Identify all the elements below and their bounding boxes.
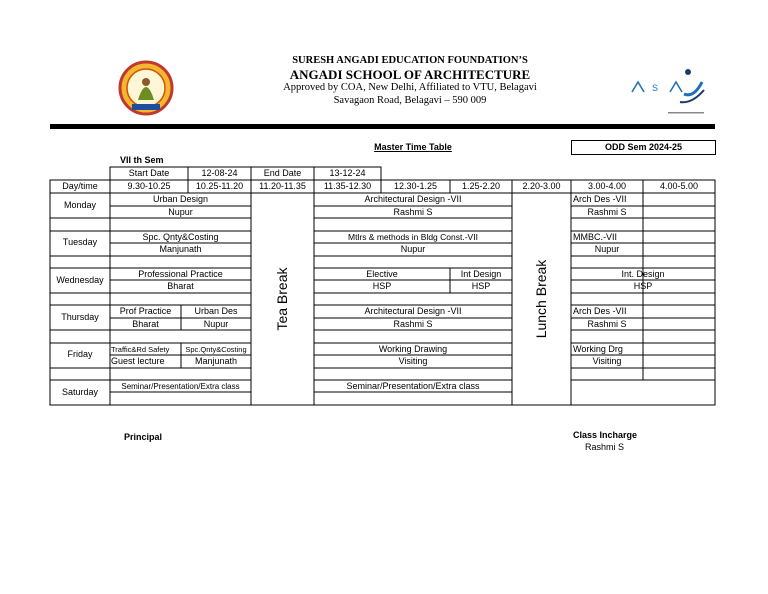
thursday-morning-faculty-1: Bharat [132, 319, 159, 329]
tuesday-morning-subject: Spc. Qnty&Costing [142, 232, 219, 242]
tea-break-label: Tea Break [274, 267, 290, 331]
thursday-midday-subject: Architectural Design -VII [364, 306, 462, 316]
day-label-thursday: Thursday [61, 312, 99, 322]
friday-morning-faculty-2: Manjunath [194, 356, 238, 366]
wednesday-morning-faculty: Bharat [167, 281, 194, 291]
col-header: 10.25-11.20 [195, 181, 244, 191]
day-label-monday: Monday [63, 200, 97, 210]
thursday-morning-subject-1: Prof Practice [119, 306, 172, 316]
semester-badge: ODD Sem 2024-25 [604, 142, 683, 152]
class-incharge-name: Rashmi S [585, 442, 625, 452]
approval-line: Approved by COA, New Delhi, Affiliated to VTU, Belagavi [283, 82, 537, 93]
friday-midday-subject: Working Drawing [378, 344, 448, 354]
col-header: 11.35-12.30 [323, 181, 372, 191]
day-label-saturday: Saturday [61, 387, 99, 397]
foundation-name: SURESH ANGADI EDUCATION FOUNDATION’S [292, 55, 528, 66]
col-header: 4.00-5.00 [659, 181, 699, 191]
col-header: 11.20-11.35 [259, 181, 306, 191]
friday-afternoon-faculty: Visiting [592, 356, 622, 366]
tuesday-midday-subject: Mtlrs & methods in Bldg Const.-VII [348, 232, 478, 242]
tea-break [251, 193, 314, 405]
wednesday-morning-subject: Professional Practice [138, 269, 223, 279]
monday-afternoon-faculty: Rashmi S [587, 207, 627, 217]
tuesday-afternoon-faculty: Nupur [594, 244, 620, 254]
end-date-value: 13-12-24 [329, 168, 366, 178]
monday-morning-subject: Urban Design [152, 194, 209, 204]
col-header: 1.25-2.20 [461, 181, 501, 191]
thursday-morning-subject-2: Urban Des [194, 306, 238, 316]
wednesday-afternoon-faculty: HSP [633, 281, 653, 291]
wednesday-afternoon-subject: Int. Design [621, 269, 665, 279]
timetable-title: Master Time Table [374, 142, 452, 152]
thursday-afternoon-subject: Arch Des -VII [573, 306, 627, 316]
day-label-friday: Friday [67, 349, 93, 359]
school-name: ANGADI SCHOOL OF ARCHITECTURE [289, 67, 531, 82]
semester-label: VII th Sem [120, 155, 164, 165]
thursday-afternoon-faculty: Rashmi S [587, 319, 627, 329]
monday-morning-faculty: Nupur [168, 207, 193, 217]
friday-midday-faculty: Visiting [398, 356, 428, 366]
day-label-tuesday: Tuesday [62, 237, 98, 247]
col-header: Day/time [62, 181, 98, 191]
friday-morning-subject-2: Spc.Qnty&Costing [185, 345, 247, 354]
col-header: 12.30-1.25 [393, 181, 438, 191]
friday-morning-subject-1: Traffic&Rd Safety [111, 345, 170, 354]
class-incharge-label: Class Incharge [573, 430, 638, 440]
saturday-midday-subject: Seminar/Presentation/Extra class [346, 381, 480, 391]
monday-midday-subject: Architectural Design -VII [364, 194, 462, 204]
day-label-wednesday: Wednesday [56, 275, 104, 285]
tuesday-afternoon-subject: MMBC.-VII [573, 232, 617, 242]
col-header: 3.00-4.00 [587, 181, 627, 191]
monday-afternoon-subject: Arch Des -VII [573, 194, 627, 204]
tuesday-morning-faculty: Manjunath [159, 244, 202, 254]
start-date-value: 12-08-24 [201, 168, 238, 178]
wednesday-midday-subject-2: Int Design [460, 269, 502, 279]
saturday-morning-subject: Seminar/Presentation/Extra class [121, 382, 240, 391]
end-date-label: End Date [263, 168, 302, 178]
thursday-morning-faculty-2: Nupur [203, 319, 229, 329]
wednesday-midday-faculty-1: HSP [372, 281, 392, 291]
principal-label: Principal [124, 432, 163, 442]
thursday-midday-faculty: Rashmi S [393, 319, 433, 329]
wednesday-midday-subject-1: Elective [366, 269, 398, 279]
monday-midday-faculty: Rashmi S [393, 207, 433, 217]
svg-text:S: S [651, 83, 661, 93]
col-header: 9.30-10.25 [127, 181, 171, 191]
address-line: Savagaon Road, Belagavi – 590 009 [333, 95, 487, 106]
lunch-break-label: Lunch Break [533, 259, 549, 339]
friday-afternoon-subject: Working Drg [573, 344, 623, 354]
start-date-label: Start Date [128, 168, 170, 178]
col-header: 2.20-3.00 [522, 181, 561, 191]
lunch-break [512, 193, 571, 405]
tuesday-midday-faculty: Nupur [400, 244, 426, 254]
wednesday-midday-faculty-2: HSP [471, 281, 491, 291]
friday-morning-faculty-1: Guest lecture [111, 356, 165, 366]
